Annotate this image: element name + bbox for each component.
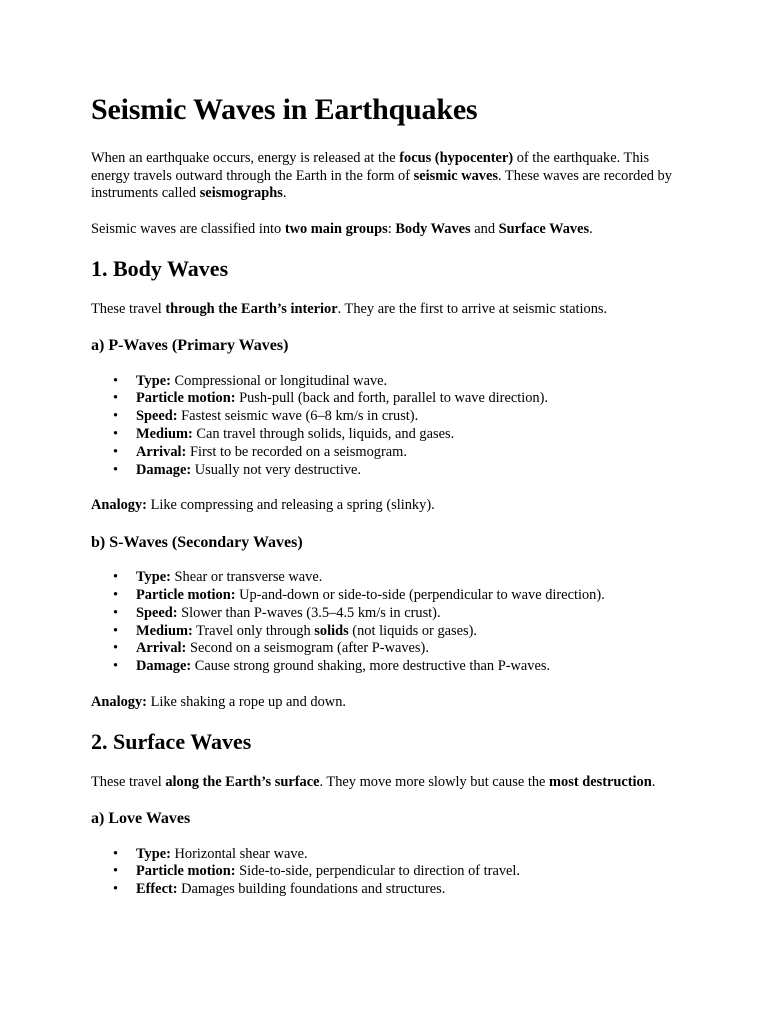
item-label: Effect: — [136, 881, 178, 898]
item-label: Speed: — [136, 408, 178, 425]
desc-emphasis: along the Earth’s surface — [165, 773, 320, 790]
desc-text: These travel — [91, 300, 166, 317]
list-item — [113, 569, 682, 587]
intro-text: of the earthquake. This energy travels outward through the Earth in the form of — [91, 150, 650, 184]
subsection-heading-s-waves: b) S-Waves (Secondary Waves) — [91, 533, 303, 551]
list-item — [113, 845, 682, 864]
s-waves-analogy — [91, 694, 682, 712]
intro-text: When an earthquake occurs, energy is released at the — [91, 150, 400, 166]
classification-paragraph — [91, 221, 682, 239]
bullet-icon: • — [113, 443, 119, 460]
bullet-icon: • — [113, 372, 119, 389]
item-label: Speed: — [136, 604, 178, 621]
item-label: Particle motion: — [136, 390, 236, 407]
item-text: Compressional or longitudinal wave. — [170, 372, 388, 389]
intro-emphasis: seismic waves — [413, 167, 498, 184]
classify-emphasis: Surface Waves — [498, 220, 590, 237]
item-text: Cause strong ground shaking, more destructive than P-waves. — [191, 658, 551, 675]
bullet-icon: • — [113, 845, 119, 862]
bullet-icon: • — [113, 622, 119, 639]
subsection-heading-p-waves: a) P-Waves (Primary Waves) — [91, 337, 289, 355]
intro-text: . These waves are recorded by instruments called — [91, 167, 672, 202]
analogy-text: Like shaking a rope up and down. — [146, 693, 346, 710]
bullet-icon: • — [113, 425, 119, 442]
desc-text: . They are the first to arrive at seismic stations. — [337, 300, 608, 317]
intro-emphasis: seismographs — [199, 185, 283, 202]
desc-emphasis: most destruction — [549, 773, 652, 790]
item-text: Slower than P-waves (3.5–4.5 km/s in crust). — [177, 604, 441, 621]
item-text: Second on a seismogram (after P-waves). — [186, 640, 429, 657]
list-item — [113, 461, 682, 480]
surface-waves-description — [91, 774, 682, 792]
analogy-label: Analogy: — [91, 497, 147, 514]
item-text: Can travel through solids, liquids, and gases. — [192, 425, 455, 442]
list-item — [113, 586, 682, 605]
desc-text: . — [651, 773, 656, 790]
list-item — [113, 863, 682, 881]
classify-emphasis: two main groups — [284, 220, 388, 237]
desc-text: . They move more slowly but cause the — [319, 773, 550, 790]
p-waves-list — [91, 373, 682, 480]
classify-text: Seismic waves are classified into — [91, 220, 285, 237]
bullet-icon: • — [113, 881, 119, 898]
item-text: Usually not very destructive. — [191, 461, 362, 478]
bullet-icon: • — [113, 863, 119, 880]
intro-emphasis: focus (hypocenter) — [399, 150, 514, 166]
subsection-heading-love-waves: a) Love Waves — [91, 810, 191, 828]
item-label: Medium: — [136, 622, 193, 639]
item-text: Push-pull (back and forth, parallel to wave direction). — [235, 390, 548, 407]
analogy-text: Like compressing and releasing a spring (slinky). — [146, 497, 435, 514]
item-label: Arrival: — [136, 640, 187, 657]
item-text: Shear or transverse wave. — [170, 569, 323, 586]
body-waves-description — [91, 301, 682, 319]
item-emphasis: solids — [314, 622, 349, 639]
list-item — [113, 640, 682, 658]
item-text: Fastest seismic wave (6–8 km/s in crust). — [177, 408, 419, 425]
bullet-icon: • — [113, 408, 119, 425]
desc-text: These travel — [91, 773, 166, 790]
analogy-label: Analogy: — [91, 693, 147, 710]
section-heading-surface-waves: 2. Surface Waves — [91, 729, 252, 755]
item-text: Side-to-side, perpendicular to direction of travel. — [235, 863, 521, 880]
item-label: Medium: — [136, 425, 193, 442]
item-text: Travel only through — [192, 622, 315, 639]
bullet-icon: • — [113, 640, 119, 657]
list-item — [113, 604, 682, 623]
item-label: Damage: — [136, 461, 192, 478]
bullet-icon: • — [113, 569, 119, 586]
classify-text: and — [470, 220, 499, 237]
item-label: Type: — [136, 569, 171, 586]
item-label: Arrival: — [136, 443, 187, 460]
desc-emphasis: through the Earth’s interior — [165, 300, 338, 317]
bullet-icon: • — [113, 461, 119, 478]
item-label: Type: — [136, 372, 171, 389]
list-item — [113, 408, 682, 426]
list-item — [113, 881, 682, 899]
item-text: Horizontal shear wave. — [170, 845, 308, 862]
section-heading-body-waves: 1. Body Waves — [91, 256, 229, 282]
list-item — [113, 425, 682, 444]
list-item — [113, 372, 682, 391]
intro-paragraph — [91, 150, 682, 203]
bullet-icon: • — [113, 586, 119, 603]
love-waves-list — [91, 846, 682, 899]
bullet-icon: • — [113, 390, 119, 407]
page-title: Seismic Waves in Earthquakes — [91, 93, 478, 126]
s-waves-list — [91, 569, 682, 676]
classify-emphasis: Body Waves — [395, 220, 471, 237]
item-text: Damages building foundations and structures. — [177, 881, 446, 898]
list-item — [113, 622, 682, 641]
item-label: Particle motion: — [136, 586, 236, 603]
item-text: Up-and-down or side-to-side (perpendicular to wave direction). — [235, 586, 605, 603]
list-item — [113, 443, 682, 462]
bullet-icon: • — [113, 658, 119, 675]
item-label: Type: — [136, 845, 171, 862]
classify-text: . — [589, 220, 593, 237]
p-waves-analogy — [91, 497, 682, 515]
intro-text: . — [282, 185, 287, 202]
list-item — [113, 390, 682, 408]
item-label: Damage: — [136, 658, 192, 675]
bullet-icon: • — [113, 604, 119, 621]
classify-text: : — [387, 220, 396, 237]
item-text: First to be recorded on a seismogram. — [186, 443, 407, 460]
item-label: Particle motion: — [136, 863, 236, 880]
list-item — [113, 658, 682, 676]
item-text: (not liquids or gases). — [348, 622, 478, 639]
